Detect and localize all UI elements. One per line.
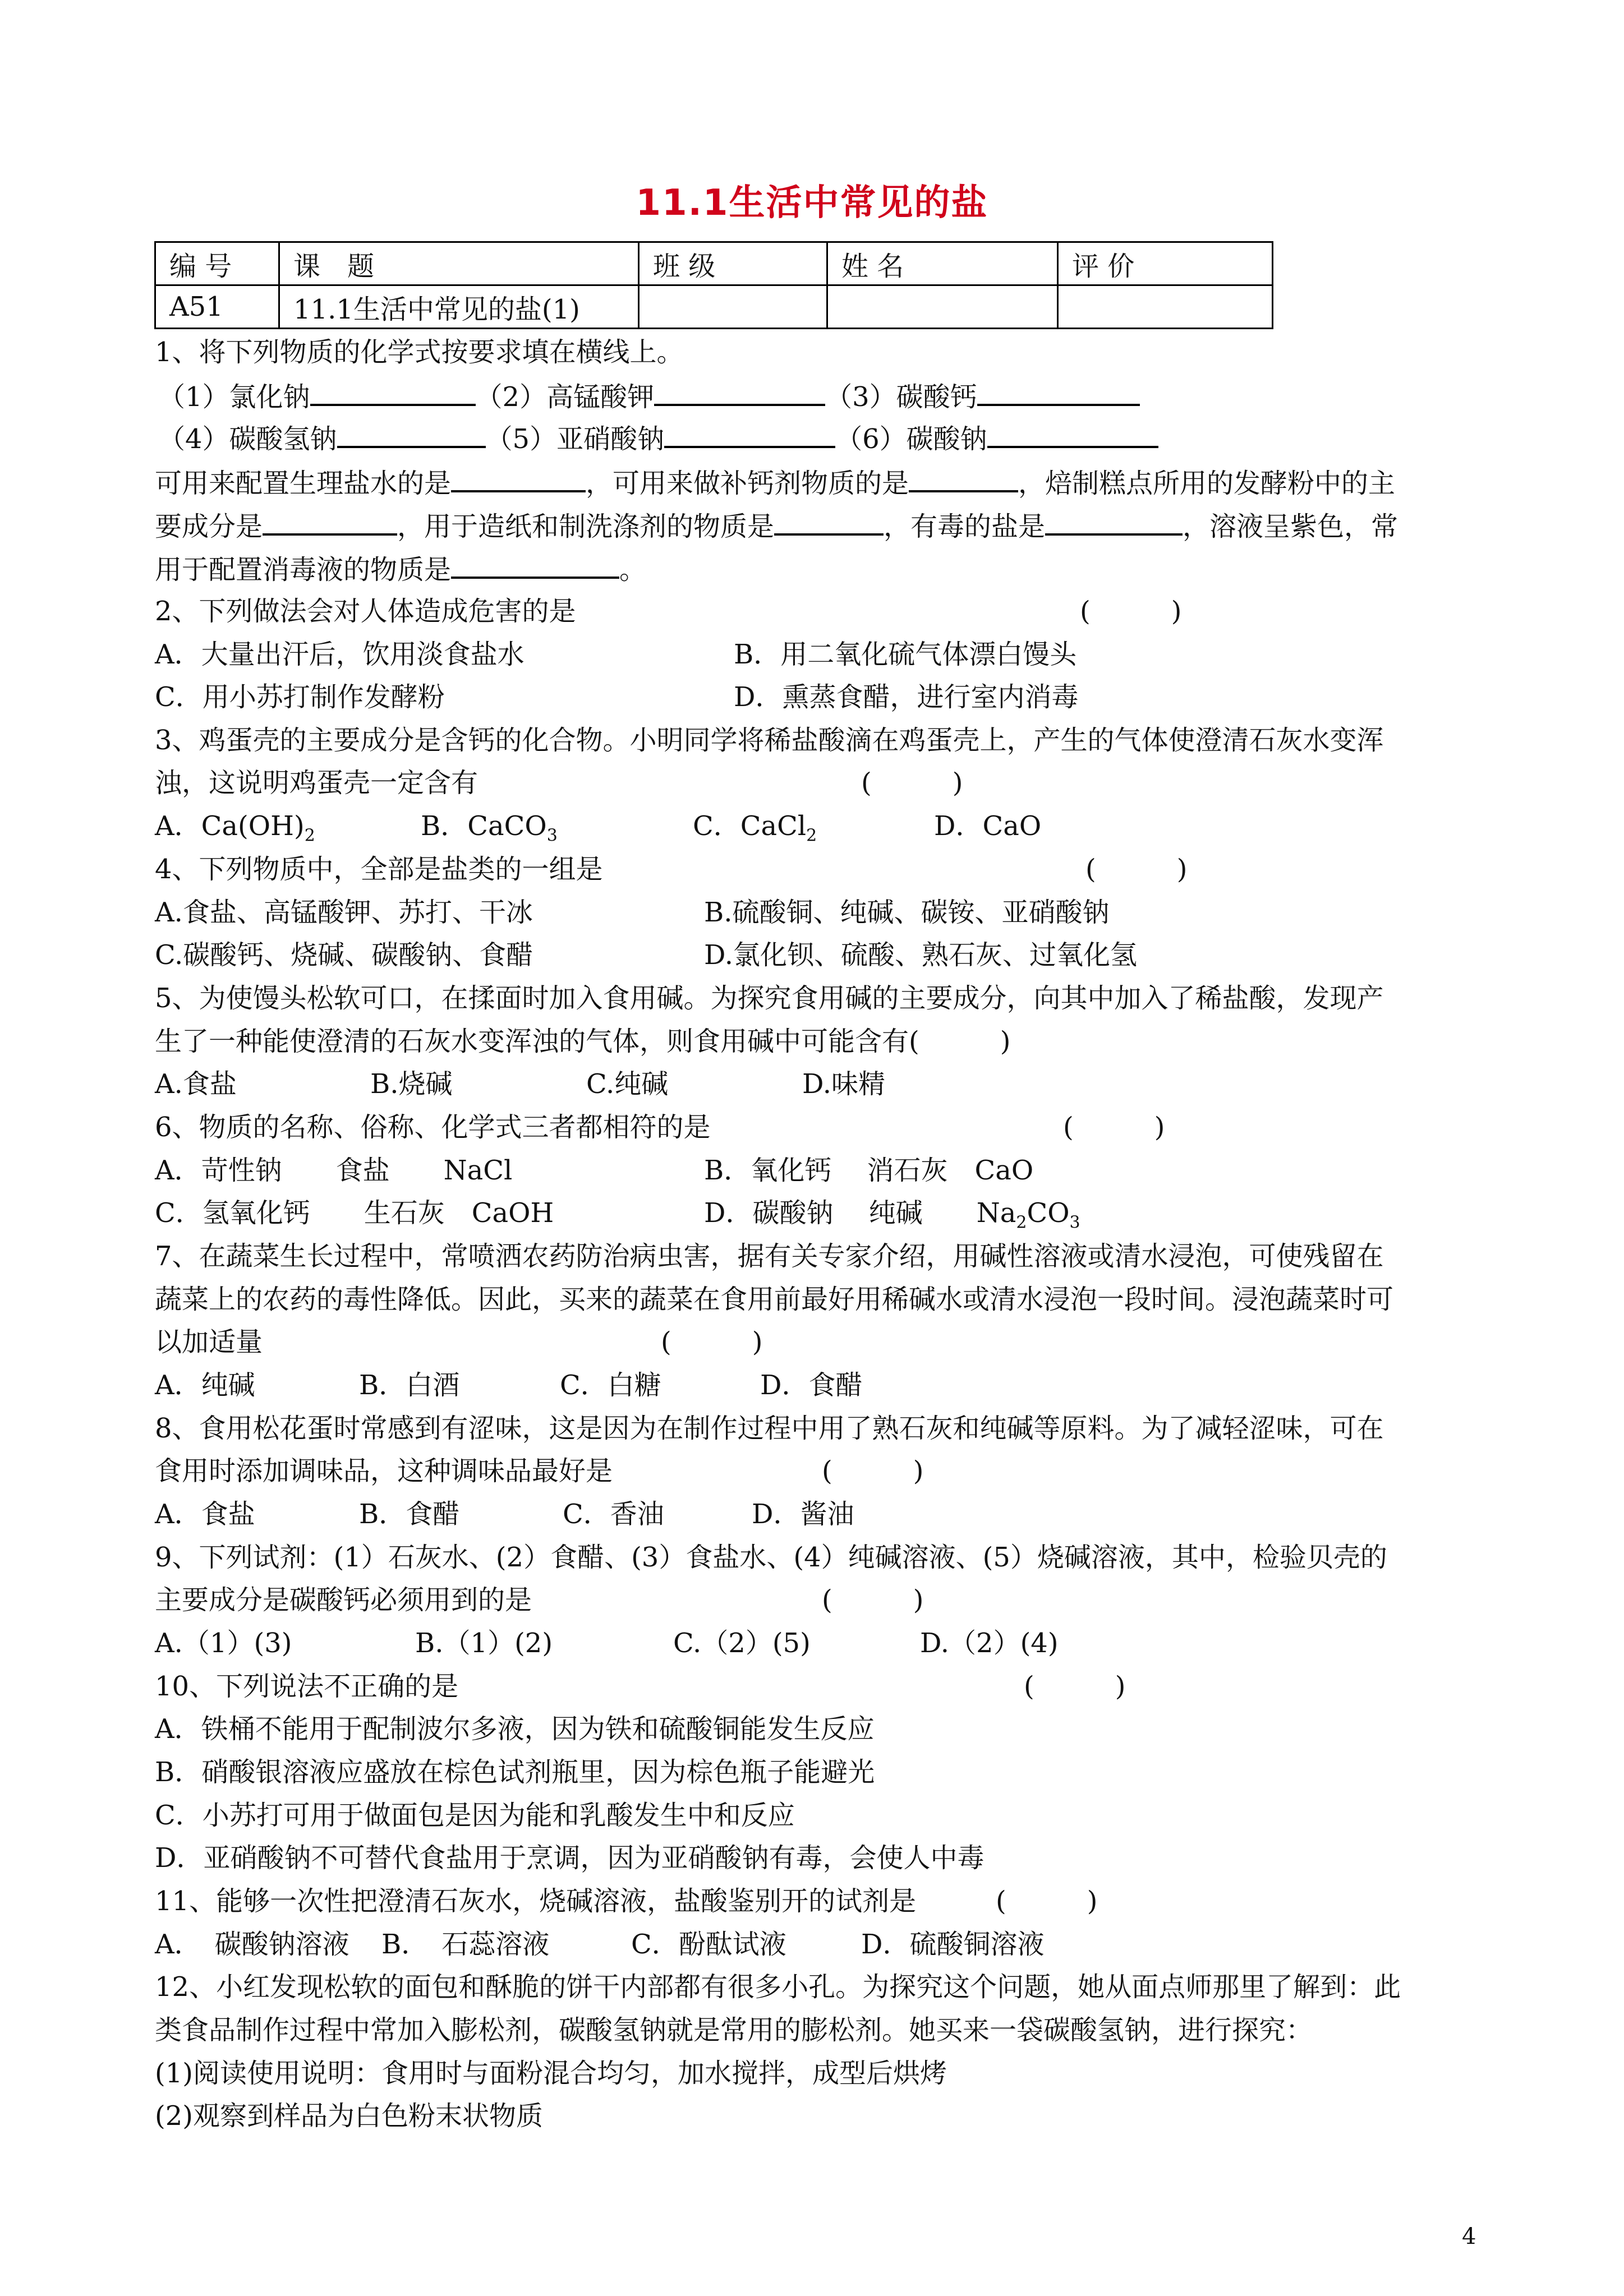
q8-answer-paren[interactable]: ( ) xyxy=(822,1455,924,1487)
header-topic: 课 题 xyxy=(279,242,639,285)
q8-option-d: D．酱油 xyxy=(752,1499,854,1530)
q3-option-a xyxy=(155,809,315,853)
q1-blank-saline[interactable] xyxy=(451,465,586,492)
q4-answer-paren[interactable]: ( ) xyxy=(1085,854,1188,885)
q5-option-b: B.烧碱 xyxy=(370,1068,453,1100)
q8-line2: 食用时添加调味品，这种调味品最好是 xyxy=(155,1455,613,1487)
q1-blank-2[interactable] xyxy=(654,379,825,406)
q6-option-c: C．氢氧化钙 生石灰 CaOH xyxy=(155,1197,554,1229)
q4-option-b: B.硫酸铜、纯碱、碳铵、亚硝酸钠 xyxy=(704,897,1110,928)
q5-line2: 生了一种能使澄清的石灰水变浑浊的气体，则食用碱中可能含有( ) xyxy=(155,1026,1011,1057)
q1-blank-calcium[interactable] xyxy=(909,465,1018,492)
q10-option-b: B．硝酸银溶液应盛放在棕色试剂瓶里，因为棕色瓶子能避光 xyxy=(155,1756,875,1788)
q1-text-saline: 可用来配置生理盐水的是 xyxy=(155,468,452,499)
q1-text-paper: ，用于造纸和制洗涤剂的物质是 xyxy=(397,511,775,542)
q1-text-disinfect: 用于配置消毒液的物质是 xyxy=(155,554,452,585)
q1-blank-4[interactable] xyxy=(337,421,486,448)
q8-option-b: B．食醋 xyxy=(359,1499,460,1530)
q1-blank-disinfect[interactable] xyxy=(451,552,619,579)
q7-option-b: B．白酒 xyxy=(359,1370,460,1401)
q3-answer-paren[interactable]: ( ) xyxy=(861,767,963,799)
cell-class[interactable] xyxy=(639,285,827,329)
q5-line1: 5、为使馒头松软可口，在揉面时加入食用碱。为探究食用碱的主要成分，向其中加入了稀盐酸，发现产 xyxy=(155,983,1384,1014)
q12-line4: (2)观察到样品为白色粉末状物质 xyxy=(155,2100,543,2132)
q8-option-a: A．食盐 xyxy=(155,1499,255,1530)
q6-option-a: A．苛性钠 食盐 NaCl xyxy=(155,1155,513,1186)
q3-option-a-text: A．Ca(OH) xyxy=(155,810,305,842)
q2-stem: 2、下列做法会对人体造成危害的是 xyxy=(155,596,576,627)
q11-answer-paren[interactable]: ( ) xyxy=(996,1885,1098,1917)
q1-item-5: （5）亚硝酸钠 xyxy=(485,423,665,455)
q3-option-a-sub: 2 xyxy=(304,826,315,846)
q1-text-calcium: ，可用来做补钙剂物质的是 xyxy=(586,468,909,499)
q1-blank-6[interactable] xyxy=(987,421,1158,448)
info-table-header-row xyxy=(155,242,1273,285)
q4-stem: 4、下列物质中，全部是盐类的一组是 xyxy=(155,854,603,885)
q9-option-d: D.（2）(4) xyxy=(920,1628,1059,1659)
q7-line1: 7、在蔬菜生长过程中，常喷洒农药防治病虫害，据有关专家介绍，用碱性溶液或清水浸泡，可使残留在 xyxy=(155,1241,1384,1272)
q10-option-c: C．小苏打可用于做面包是因为能和乳酸发生中和反应 xyxy=(155,1800,795,1831)
q10-answer-paren[interactable]: ( ) xyxy=(1024,1671,1126,1702)
q5-option-c: C.纯碱 xyxy=(586,1068,669,1100)
q5-option-a: A.食盐 xyxy=(155,1068,237,1100)
q9-option-c: C.（2）(5) xyxy=(673,1628,811,1659)
q1-para-line1 xyxy=(155,465,1395,500)
q6-option-d-sub2: 3 xyxy=(1069,1212,1080,1233)
q1-item-3: （3）碳酸钙 xyxy=(825,381,977,413)
info-table xyxy=(154,241,1273,329)
q10-option-a: A．铁桶不能用于配制波尔多液，因为铁和硫酸铜能发生反应 xyxy=(155,1713,875,1745)
q11-option-a: A． 碳酸钠溶液 xyxy=(155,1929,349,1960)
q1-text-toxic: ，有毒的盐是 xyxy=(884,511,1046,542)
q3-option-d: D．CaO xyxy=(934,810,1042,842)
page-number: 4 xyxy=(1462,2224,1476,2249)
q1-para-line3 xyxy=(155,552,646,587)
q9-line1: 9、下列试剂：(1）石灰水、(2）食醋、(3）食盐水、(4）纯碱溶液、(5）烧碱溶液，其中，检验贝壳的 xyxy=(155,1542,1387,1573)
q3-option-b xyxy=(421,809,558,853)
q11-option-b: B． 石蕊溶液 xyxy=(381,1929,550,1960)
q1-items-row1 xyxy=(158,379,1140,414)
header-grade: 评 价 xyxy=(1058,242,1273,285)
q6-option-d xyxy=(704,1196,1080,1240)
q7-line3: 以加适量 xyxy=(155,1326,263,1358)
q2-answer-paren[interactable]: ( ) xyxy=(1080,596,1182,627)
q11-option-c: C．酚酞试液 xyxy=(631,1929,786,1960)
q1-text-end: 。 xyxy=(619,554,647,585)
q3-option-c xyxy=(693,809,817,853)
q7-option-c: C．白糖 xyxy=(560,1370,661,1401)
cell-topic: 11.1生活中常见的盐(1) xyxy=(279,285,639,329)
q3-option-b-text: B．CaCO xyxy=(421,810,547,842)
q1-blank-5[interactable] xyxy=(664,421,835,448)
q1-item-1: （1）氯化钠 xyxy=(158,381,310,413)
q7-answer-paren[interactable]: ( ) xyxy=(661,1326,763,1358)
worksheet-title: 11.1生活中常见的盐 xyxy=(636,182,988,224)
cell-number: A51 xyxy=(155,285,279,329)
q6-option-d-sub1: 2 xyxy=(1016,1212,1027,1233)
q5-option-d: D.味精 xyxy=(802,1068,886,1100)
q1-items-row2 xyxy=(158,421,1158,456)
q10-stem: 10、下列说法不正确的是 xyxy=(155,1671,459,1702)
q6-option-b: B．氧化钙 消石灰 CaO xyxy=(704,1155,1034,1186)
q1-item-6: （6）碳酸钠 xyxy=(835,423,987,455)
q6-option-d-text: D．碳酸钠 纯碱 Na xyxy=(704,1197,1016,1229)
q8-option-c: C．香油 xyxy=(563,1499,664,1530)
cell-name[interactable] xyxy=(827,285,1058,329)
q1-text-purple: ，溶液呈紫色，常 xyxy=(1183,511,1398,542)
q3-option-b-sub: 3 xyxy=(546,826,558,846)
q3-line2: 浊，这说明鸡蛋壳一定含有 xyxy=(155,767,479,799)
q1-item-4: （4）碳酸氢钠 xyxy=(158,423,337,455)
q1-item-2: （2）高锰酸钾 xyxy=(475,381,655,413)
q4-option-c: C.碳酸钙、烧碱、碳酸钠、食醋 xyxy=(155,939,533,971)
q3-line1: 3、鸡蛋壳的主要成分是含钙的化合物。小明同学将稀盐酸滴在鸡蛋壳上，产生的气体使澄清石灰水变浑 xyxy=(155,725,1384,756)
q1-para-line2 xyxy=(155,509,1398,543)
q2-option-b: B．用二氧化硫气体漂白馒头 xyxy=(734,639,1077,670)
q1-blank-paper[interactable] xyxy=(774,509,884,536)
q8-line1: 8、食用松花蛋时常感到有涩味，这是因为在制作过程中用了熟石灰和纯碱等原料。为了减轻涩味，可在 xyxy=(155,1413,1384,1444)
q4-option-a: A.食盐、高锰酸钾、苏打、干冰 xyxy=(155,897,533,928)
q11-stem: 11、能够一次性把澄清石灰水，烧碱溶液，盐酸鉴别开的试剂是 xyxy=(155,1885,917,1917)
cell-grade[interactable] xyxy=(1058,285,1273,329)
q7-option-d: D．食醋 xyxy=(760,1370,863,1401)
q1-blank-1[interactable] xyxy=(310,379,476,406)
q9-line2: 主要成分是碳酸钙必须用到的是 xyxy=(155,1584,532,1616)
q10-option-d: D．亚硝酸钠不可替代食盐用于烹调，因为亚硝酸钠有毒，会使人中毒 xyxy=(155,1842,984,1874)
q1-blank-toxic[interactable] xyxy=(1045,509,1183,536)
q1-blank-component[interactable] xyxy=(263,509,397,536)
q2-option-a: A．大量出汗后，饮用淡食盐水 xyxy=(155,639,525,670)
q1-text-baking: ，焙制糕点所用的发酵粉中的主 xyxy=(1018,468,1396,499)
q6-answer-paren[interactable]: ( ) xyxy=(1063,1112,1165,1143)
header-number: 编 号 xyxy=(155,242,279,285)
q7-option-a: A．纯碱 xyxy=(155,1370,255,1401)
q9-answer-paren[interactable]: ( ) xyxy=(822,1584,924,1616)
info-table-row xyxy=(155,285,1273,329)
q4-option-d: D.氯化钡、硫酸、熟石灰、过氧化氢 xyxy=(704,939,1138,971)
q6-stem: 6、物质的名称、俗称、化学式三者都相符的是 xyxy=(155,1112,711,1143)
header-class: 班 级 xyxy=(639,242,827,285)
q12-line2: 类食品制作过程中常加入膨松剂，碳酸氢钠就是常用的膨松剂。她买来一袋碳酸氢钠，进行探究： xyxy=(155,2014,1313,2046)
q7-line2: 蔬菜上的农药的毒性降低。因此，买来的蔬菜在食用前最好用稀碱水或清水浸泡一段时间。浸泡蔬菜时可 xyxy=(155,1284,1394,1315)
q1-stem: 1、将下列物质的化学式按要求填在横线上。 xyxy=(155,336,684,368)
q3-option-c-sub: 2 xyxy=(806,826,817,846)
q11-option-d: D．硫酸铜溶液 xyxy=(861,1929,1045,1960)
q2-option-d: D．熏蒸食醋，进行室内消毒 xyxy=(734,681,1079,713)
q12-line1: 12、小红发现松软的面包和酥脆的饼干内部都有很多小孔。为探究这个问题，她从面点师那里了解到：此 xyxy=(155,1971,1401,2003)
q1-text-component: 要成分是 xyxy=(155,511,263,542)
header-name: 姓 名 xyxy=(827,242,1058,285)
q9-option-a: A.（1）(3) xyxy=(155,1628,292,1659)
q6-option-d-mid: CO xyxy=(1027,1197,1070,1229)
q2-option-c: C．用小苏打制作发酵粉 xyxy=(155,681,445,713)
q12-line3: (1)阅读使用说明：食用时与面粉混合均匀，加水搅拌，成型后烘烤 xyxy=(155,2058,947,2089)
q1-blank-3[interactable] xyxy=(977,379,1140,406)
q3-option-c-text: C．CaCl xyxy=(693,810,807,842)
q9-option-b: B.（1）(2) xyxy=(415,1628,553,1659)
